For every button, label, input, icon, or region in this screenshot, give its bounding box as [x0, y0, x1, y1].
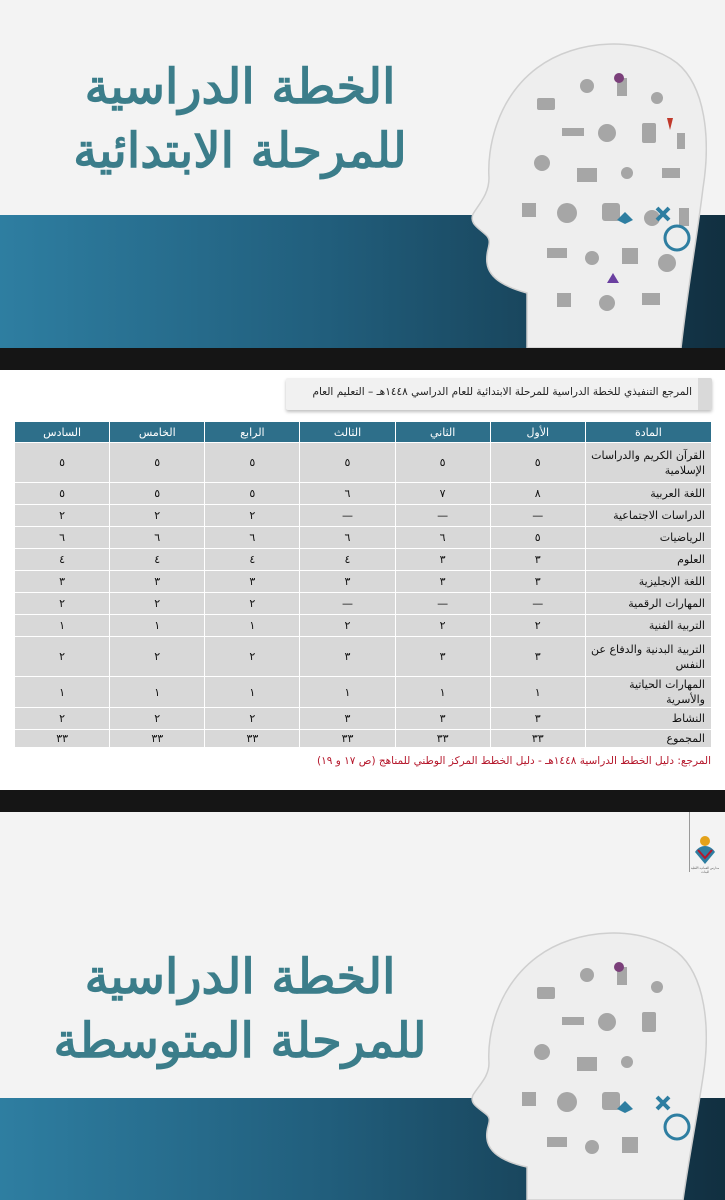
- hours-cell: ٢: [15, 593, 110, 615]
- hours-cell: ١: [300, 677, 395, 708]
- hours-cell: ١: [205, 677, 300, 708]
- subject-cell: التربية الفنية: [585, 615, 711, 637]
- hours-cell: ٦: [110, 527, 205, 549]
- column-header-grade: الخامس: [110, 422, 205, 443]
- hours-cell: ٢: [110, 708, 205, 730]
- title-line-1: الخطة الدراسية: [84, 949, 396, 1005]
- hours-cell: ٢: [15, 505, 110, 527]
- hours-cell: —: [490, 505, 585, 527]
- table-row: [15, 571, 712, 593]
- hours-cell: ٣٣: [490, 730, 585, 748]
- table-row: [15, 527, 712, 549]
- section-divider: [0, 348, 725, 370]
- column-header-grade: الثالث: [300, 422, 395, 443]
- hours-cell: ٣: [490, 708, 585, 730]
- table-row: [15, 677, 712, 708]
- hours-cell: ٣: [490, 549, 585, 571]
- hours-cell: ٣٣: [15, 730, 110, 748]
- subject-cell: المجموع: [585, 730, 711, 748]
- title-line-2: للمرحلة المتوسطة: [53, 1013, 427, 1069]
- reference-accent: [698, 378, 712, 410]
- source-note: المرجع: دليل الخطط الدراسية ١٤٤٨هـ - دليل الخطط المركز الوطني للمناهج (ص ١٧ و ١٩): [316, 755, 711, 767]
- hours-cell: —: [300, 505, 395, 527]
- hours-cell: ٣٣: [205, 730, 300, 748]
- table-row: [15, 483, 712, 505]
- hours-cell: ٤: [15, 549, 110, 571]
- hours-cell: ٥: [110, 483, 205, 505]
- hours-cell: ٥: [490, 527, 585, 549]
- subject-cell: النشاط: [585, 708, 711, 730]
- title-line-2: للمرحلة الابتدائية: [73, 123, 407, 179]
- subject-cell: التربية البدنية والدفاع عن النفس: [585, 637, 711, 677]
- subject-cell: اللغة الإنجليزية: [585, 571, 711, 593]
- hours-cell: ٥: [395, 443, 490, 483]
- hours-cell: ٦: [205, 527, 300, 549]
- reference-header-bar: [286, 378, 712, 410]
- subject-cell: المهارات الحياتية والأسرية: [585, 677, 711, 708]
- hours-cell: ٣: [300, 637, 395, 677]
- table-row: [15, 637, 712, 677]
- table-header-row: [15, 422, 712, 443]
- table-row: [15, 730, 712, 748]
- subject-cell: اللغة العربية: [585, 483, 711, 505]
- head-silhouette-illustration: [467, 927, 707, 1200]
- hours-cell: ٣: [205, 571, 300, 593]
- study-plan-table: [14, 421, 712, 748]
- hours-cell: ٥: [205, 443, 300, 483]
- hours-cell: ٢: [205, 505, 300, 527]
- column-header-grade: الأول: [490, 422, 585, 443]
- hours-cell: ٤: [300, 549, 395, 571]
- hours-cell: ٣: [110, 571, 205, 593]
- hours-cell: ٢: [205, 637, 300, 677]
- hours-cell: ٦: [300, 527, 395, 549]
- hours-cell: ٥: [205, 483, 300, 505]
- hours-cell: ٧: [395, 483, 490, 505]
- hours-cell: ٣٣: [395, 730, 490, 748]
- hours-cell: ٥: [490, 443, 585, 483]
- logo-text: مدارس العمادية الأهلية للبنات: [690, 866, 720, 874]
- hours-cell: —: [395, 505, 490, 527]
- hours-cell: ١: [490, 677, 585, 708]
- hours-cell: —: [300, 593, 395, 615]
- intermediate-stage-title: [30, 945, 450, 1073]
- hours-cell: ٢: [110, 505, 205, 527]
- hours-cell: ٣: [395, 571, 490, 593]
- hours-cell: ١: [15, 615, 110, 637]
- hours-cell: ٣: [490, 571, 585, 593]
- hours-cell: ١: [110, 615, 205, 637]
- hours-cell: —: [490, 593, 585, 615]
- table-row: [15, 615, 712, 637]
- table-row: [15, 549, 712, 571]
- column-header-grade: الثاني: [395, 422, 490, 443]
- hours-cell: ٣: [15, 571, 110, 593]
- table-row: [15, 505, 712, 527]
- hours-cell: ٢: [300, 615, 395, 637]
- column-header-subject: المادة: [585, 422, 711, 443]
- hours-cell: ٢: [110, 637, 205, 677]
- table-row: [15, 443, 712, 483]
- subject-cell: الدراسات الاجتماعية: [585, 505, 711, 527]
- logo-separator: [689, 812, 690, 872]
- hours-cell: ٣: [490, 637, 585, 677]
- column-header-grade: السادس: [15, 422, 110, 443]
- subject-cell: القرآن الكريم والدراسات الإسلامية: [585, 443, 711, 483]
- hours-cell: ٤: [205, 549, 300, 571]
- hours-cell: ٣: [395, 549, 490, 571]
- section-divider: [0, 790, 725, 812]
- hours-cell: ٢: [15, 637, 110, 677]
- hours-cell: ٣٣: [110, 730, 205, 748]
- school-logo: [692, 832, 718, 878]
- hours-cell: ٢: [205, 593, 300, 615]
- hours-cell: ٣: [395, 637, 490, 677]
- hours-cell: ٣: [300, 571, 395, 593]
- hours-cell: ٥: [15, 443, 110, 483]
- hours-cell: ٥: [110, 443, 205, 483]
- primary-stage-title: [30, 55, 450, 183]
- hours-cell: ٢: [205, 708, 300, 730]
- hours-cell: ١: [110, 677, 205, 708]
- hours-cell: ٦: [395, 527, 490, 549]
- hours-cell: ٥: [300, 443, 395, 483]
- head-silhouette-illustration: [467, 38, 707, 348]
- hours-cell: ٣٣: [300, 730, 395, 748]
- hours-cell: ٢: [15, 708, 110, 730]
- primary-stage-banner: [0, 0, 725, 348]
- hours-cell: ٣: [300, 708, 395, 730]
- hours-cell: ١: [205, 615, 300, 637]
- intermediate-stage-banner: [0, 812, 725, 1200]
- hours-cell: ١: [395, 677, 490, 708]
- hours-cell: ٨: [490, 483, 585, 505]
- study-plan-slide: [0, 370, 725, 790]
- hours-cell: ٤: [110, 549, 205, 571]
- column-header-grade: الرابع: [205, 422, 300, 443]
- hours-cell: ٥: [15, 483, 110, 505]
- subject-cell: المهارات الرقمية: [585, 593, 711, 615]
- subject-cell: العلوم: [585, 549, 711, 571]
- table-row: [15, 593, 712, 615]
- reference-header-text: المرجع التنفيذي للخطة الدراسية للمرحلة الابتدائية للعام الدراسي ١٤٤٨هـ – التعليم العام: [312, 386, 692, 398]
- hours-cell: ٢: [490, 615, 585, 637]
- hours-cell: —: [395, 593, 490, 615]
- hours-cell: ٦: [15, 527, 110, 549]
- hours-cell: ١: [15, 677, 110, 708]
- hours-cell: ٢: [110, 593, 205, 615]
- hours-cell: ٢: [395, 615, 490, 637]
- title-line-1: الخطة الدراسية: [84, 59, 396, 115]
- hours-cell: ٦: [300, 483, 395, 505]
- table-row: [15, 708, 712, 730]
- subject-cell: الرياضيات: [585, 527, 711, 549]
- hours-cell: ٣: [395, 708, 490, 730]
